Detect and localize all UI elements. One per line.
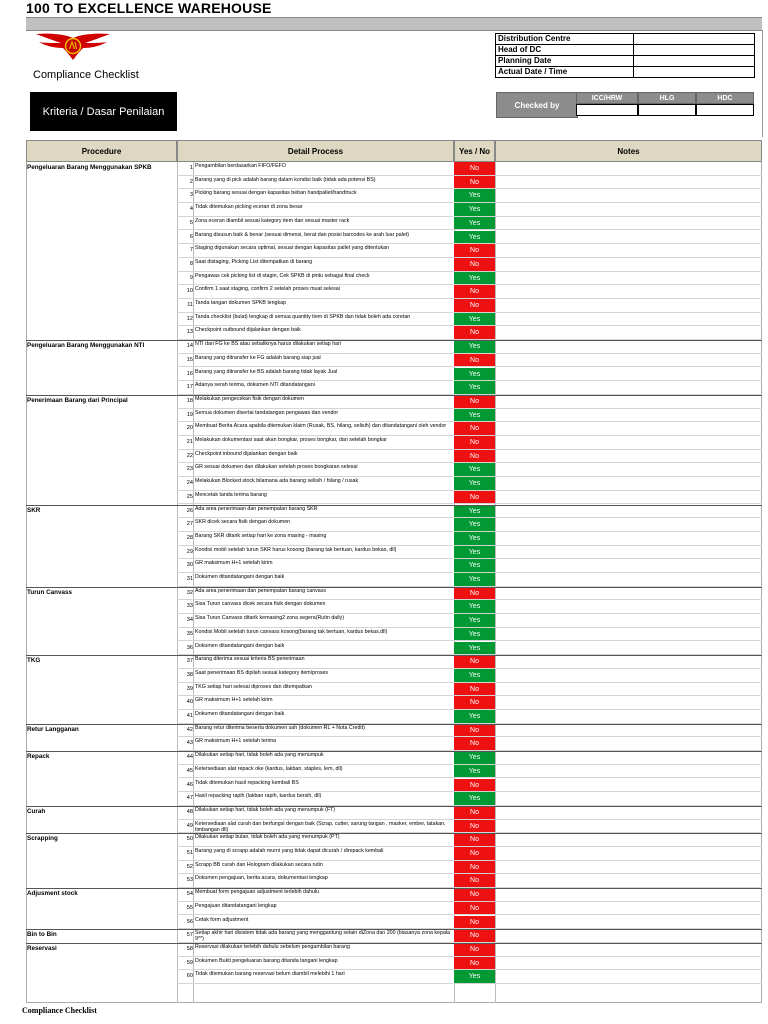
row-number: 35: [186, 630, 193, 637]
yes-no-cell[interactable]: Yes: [454, 272, 495, 285]
table-row: [177, 833, 762, 847]
table-row: [177, 463, 762, 477]
detail-process-text: Tanda checklist (bulat) lengkap di semua quantity item di SPKB dan tidak boleh ada coretan: [195, 313, 411, 320]
table-row: [177, 820, 762, 834]
table-row: [177, 368, 762, 382]
row-number: 4: [189, 206, 193, 213]
group-separator: [26, 943, 762, 944]
info-row: [496, 34, 755, 45]
row-number: 38: [186, 671, 193, 678]
detail-process-text: Barang yang di scrapp adalah murni yang tidak dapat dicurah / direpack kembali: [195, 848, 384, 854]
detail-process-text: Pengajuan ditandatangani lengkap: [195, 902, 277, 909]
detail-process-text: Ada area penerimaan dan penempatan barang canvass: [195, 587, 327, 594]
row-number: 7: [189, 247, 193, 254]
yes-no-cell[interactable]: No: [454, 806, 495, 819]
yes-no-cell[interactable]: No: [454, 285, 495, 298]
yes-no-cell[interactable]: Yes: [454, 792, 495, 805]
row-number: 23: [186, 466, 193, 473]
info-row: [496, 45, 755, 56]
row-number: 2: [189, 178, 193, 185]
yes-no-cell[interactable]: No: [454, 957, 495, 970]
yes-no-cell[interactable]: No: [454, 737, 495, 750]
yes-no-cell[interactable]: No: [454, 943, 495, 956]
group-separator: [26, 929, 762, 930]
table-row: [177, 409, 762, 423]
row-number: 43: [186, 740, 193, 747]
row-number: 10: [186, 288, 193, 295]
detail-process-text: GR maksimum H+1 setelah kirim: [195, 560, 273, 567]
row-number: 42: [186, 726, 193, 733]
row-number: 45: [186, 767, 193, 774]
row-number: 58: [186, 945, 193, 952]
row-number: 27: [186, 521, 193, 528]
table-row: [177, 696, 762, 710]
procedure-label: Reservasi: [27, 944, 57, 952]
detail-process-text: Pengawas cek picking list di stagin, Cek SPKB di pintu sebagai final check: [195, 272, 370, 279]
detail-process-text: Melakukan pengecekan fisik dengan dokumen: [195, 395, 304, 402]
table-row: [177, 231, 762, 245]
yes-no-cell[interactable]: Yes: [454, 231, 495, 244]
title-divider-bar: [26, 17, 762, 31]
detail-process-text: Tanda tangan dokumen SPKB lengkap: [195, 300, 286, 306]
detail-process-text: SKR dicek secara fisik dengan dokumen: [195, 519, 291, 526]
detail-process-text: Checkpoint outbound dijalankan dengan baik: [195, 327, 301, 334]
row-number: 44: [186, 754, 193, 761]
table-row: [177, 751, 762, 765]
table-row: [177, 587, 762, 601]
table-row: [177, 244, 762, 258]
detail-process-text: Barang SKR ditarik setiap hari ke zona masing - masing: [195, 532, 327, 539]
group-separator: [26, 806, 762, 807]
yes-no-cell[interactable]: No: [454, 683, 495, 696]
yes-no-cell[interactable]: No: [454, 902, 495, 915]
info-label: Head of DC: [496, 45, 634, 56]
row-number: 14: [186, 343, 193, 350]
row-number: 1: [189, 165, 193, 171]
group-separator: [26, 888, 762, 889]
table-row: [177, 340, 762, 354]
detail-process-text: Melakukan Blocked stock bilamana ada barang selisih / hilang / rusak: [195, 478, 359, 485]
column-header-yes-no: Yes / No: [454, 140, 495, 162]
table-row: [177, 765, 762, 779]
yes-no-cell[interactable]: No: [454, 929, 495, 942]
role-icc-hrw: ICC/HRW: [576, 92, 638, 104]
role-hdc: HDC: [696, 92, 754, 104]
yes-no-cell[interactable]: Yes: [454, 477, 495, 490]
procedure-label: Turun Canvass: [27, 588, 73, 596]
group-separator: [26, 751, 762, 752]
yes-no-cell[interactable]: No: [454, 299, 495, 312]
detail-process-text: Dilakukan setiap bulan, tidak boleh ada yang menumpuk (PT): [195, 834, 340, 841]
table-row: [177, 491, 762, 505]
detail-process-text: Saat distaging, Picking List ditempatkan di barang: [195, 258, 313, 265]
yes-no-cell[interactable]: No: [454, 724, 495, 737]
page-title: 100 TO EXCELLENCE WAREHOUSE: [26, 0, 272, 16]
yes-no-cell[interactable]: Yes: [454, 642, 495, 655]
row-number: 17: [186, 384, 193, 391]
table-row: [177, 600, 762, 614]
table-row: [177, 929, 762, 943]
yes-no-cell[interactable]: Yes: [454, 628, 495, 641]
table-row: [177, 176, 762, 190]
yes-no-cell[interactable]: No: [454, 422, 495, 435]
table-row: [177, 436, 762, 450]
group-separator: [26, 340, 762, 341]
table-row: [177, 299, 762, 313]
detail-process-text: Picking barang sesuai dengan kapasitas beban handpallet/handtruck: [195, 190, 357, 197]
table-row: [177, 847, 762, 861]
detail-process-text: NTI dari FG ke BS atau sebaliknya harus dilakukan setiap hari: [195, 341, 342, 348]
yes-no-cell[interactable]: No: [454, 491, 495, 504]
detail-process-text: Dokumen ditandatangani dengan baik: [195, 574, 285, 580]
row-number: 47: [186, 795, 193, 802]
row-number: 19: [186, 411, 193, 418]
detail-process-text: Checkpoint inbound dijalankan dengan baik: [195, 450, 298, 457]
yes-no-cell[interactable]: No: [454, 779, 495, 792]
row-number: 6: [189, 233, 193, 240]
checked-by-label: Checked by: [496, 92, 578, 118]
row-number: 18: [186, 397, 193, 404]
info-label: Distribution Centre: [496, 34, 634, 45]
yes-no-cell[interactable]: No: [454, 354, 495, 367]
yes-no-cell[interactable]: Yes: [454, 313, 495, 326]
info-value-field[interactable]: [634, 56, 755, 67]
yes-no-cell[interactable]: Yes: [454, 751, 495, 764]
row-number: 25: [186, 493, 193, 500]
table-row: [177, 779, 762, 793]
table-row: [177, 628, 762, 642]
table-row: [177, 655, 762, 669]
yes-no-cell[interactable]: No: [454, 820, 495, 833]
procedure-label: TKG: [27, 657, 41, 665]
table-row: [177, 272, 762, 286]
row-number: 51: [186, 850, 193, 856]
table-row: [177, 505, 762, 519]
table-row: [177, 874, 762, 888]
table-row: [177, 422, 762, 436]
detail-process-text: Barang diterima sesuai kriteria BS penerimaan: [195, 656, 305, 663]
table-row: [177, 203, 762, 217]
table-row: [177, 806, 762, 820]
yes-no-cell[interactable]: Yes: [454, 368, 495, 381]
detail-process-text: Kondisi Mobil setelah turun canvass kosong(barang tak bertuan, kardus bekas,dll): [195, 628, 388, 635]
row-number: 5: [189, 219, 193, 226]
table-row: [177, 943, 762, 957]
group-separator: [26, 655, 762, 656]
group-separator: [26, 587, 762, 588]
detail-process-text: Mencetak tanda terima barang: [195, 491, 267, 498]
row-number: 9: [189, 274, 193, 281]
table-row: [177, 669, 762, 683]
table-row: [177, 683, 762, 697]
table-row: [177, 861, 762, 875]
yes-no-cell[interactable]: No: [454, 176, 495, 189]
yes-no-cell[interactable]: Yes: [454, 381, 495, 394]
yes-no-cell[interactable]: No: [454, 833, 495, 846]
detail-process-text: Setiap akhir hari disistem tidak ada barang yang menggantung selain diZona dan 200 (biasanya zona kepala 9**): [195, 930, 451, 943]
yes-no-cell[interactable]: Yes: [454, 765, 495, 778]
detail-process-text: Tidak ditemukan picking eceran di zona besar: [195, 204, 303, 211]
group-separator: [26, 505, 762, 506]
row-number: 12: [186, 315, 193, 322]
yes-no-cell[interactable]: Yes: [454, 573, 495, 586]
yes-no-cell[interactable]: Yes: [454, 532, 495, 545]
table-row: [177, 573, 762, 587]
detail-process-text: Saat penerimaan BS dipilah sesuai kategory item/proses: [195, 669, 329, 676]
detail-process-text: Dilakukan setiap hari, tidak boleh ada yang menumpuk (FT): [195, 806, 336, 813]
row-number: 20: [186, 425, 193, 432]
role-hlg: HLG: [638, 92, 696, 104]
row-number: 36: [186, 644, 193, 651]
table-row: [177, 477, 762, 491]
criteria-label: Kriteria / Dasar Penilaian: [30, 92, 177, 131]
row-number: 54: [186, 891, 193, 898]
detail-process-text: Kondisi mobil setelah turun SKR harus kosong (barang tak bertuan, kardus bekas, dll): [195, 546, 397, 553]
signature-box-icc-hrw[interactable]: [576, 104, 638, 116]
detail-process-text: Barang yang ditransfer ke BS adalah barang tidak layak Jual: [195, 368, 338, 375]
detail-process-text: TKG setiap hari selesai diproses dan ditempatkan: [195, 683, 312, 690]
procedure-label: Penerimaan Barang dari Principal: [27, 396, 128, 404]
detail-process-text: Dokumen Bukti pengeluaran barang ditanda tangani lengkap: [195, 957, 338, 964]
yes-no-cell[interactable]: No: [454, 436, 495, 449]
detail-process-text: Ketersediaan alat curah dan berfungsi dengan baik (Scrap, cutter, sarung tangan , masker, ember, tatakan, timbangan dll): [195, 820, 446, 833]
table-row: [177, 970, 762, 984]
detail-process-text: GR maksimum H+1 setelah kirim: [195, 697, 273, 704]
detail-process-text: Adanya serah terima, dokumen NTI ditandatangani: [195, 382, 315, 389]
table-row: [177, 189, 762, 203]
procedure-label: SKR: [27, 506, 41, 514]
detail-process-text: Zona eceran diambil sesuai kategory item dan sesuai master rack: [195, 217, 350, 224]
detail-process-text: GR maksimum H+1 setelah terima: [195, 738, 277, 745]
table-row: [177, 326, 762, 340]
yes-no-cell[interactable]: Yes: [454, 559, 495, 572]
yes-no-cell[interactable]: No: [454, 450, 495, 463]
yes-no-cell[interactable]: No: [454, 874, 495, 887]
detail-process-text: Membuat Berita Acara apabila ditemukan klaim (Rusak, BS, hilang, selisih) dan ditandatangani oleh vendor: [195, 423, 447, 430]
table-row: [177, 642, 762, 656]
row-number: 13: [186, 329, 193, 336]
row-number: 28: [186, 534, 193, 541]
row-number: 34: [186, 617, 193, 624]
table-row: [177, 888, 762, 902]
row-number: 37: [186, 658, 193, 665]
yes-no-cell[interactable]: Yes: [454, 614, 495, 627]
yes-no-cell[interactable]: Yes: [454, 203, 495, 216]
yes-no-cell[interactable]: No: [454, 395, 495, 408]
detail-process-text: Barang yang ditransfer ke FG adalah barang siap jual: [195, 354, 321, 361]
table-row: [177, 916, 762, 930]
row-number: 3: [189, 192, 193, 199]
detail-process-text: Ketersediaan alat repack oke (kardus, lakban, staples, lem, dll): [195, 765, 343, 772]
yes-no-cell[interactable]: No: [454, 888, 495, 901]
row-number: 57: [186, 932, 193, 939]
detail-process-text: Melakukan dokumentasi saat akan bongkar, proses bongkar, dan setelah bongkar: [195, 437, 387, 443]
procedure-label: Repack: [27, 753, 50, 761]
table-row: [177, 902, 762, 916]
table-row: [177, 792, 762, 806]
yes-no-cell[interactable]: Yes: [454, 217, 495, 230]
table-row: [177, 450, 762, 464]
row-number: 32: [186, 589, 193, 596]
table-row: [177, 532, 762, 546]
procedure-label: Bin to Bin: [27, 931, 57, 939]
table-row: [177, 258, 762, 272]
table-row: [177, 381, 762, 395]
info-row: [496, 56, 755, 67]
info-value-field[interactable]: [634, 34, 755, 45]
row-number: 22: [186, 452, 193, 459]
yes-no-cell[interactable]: No: [454, 587, 495, 600]
yes-no-cell[interactable]: Yes: [454, 970, 495, 983]
yes-no-cell[interactable]: Yes: [454, 409, 495, 422]
detail-process-text: Dilakukan setiap hari, tidak boleh ada yang menumpuk: [195, 752, 324, 759]
row-number: 49: [186, 822, 193, 829]
detail-process-text: Hasil repacking rapih (lakban rapih, kardus bersih, dll): [195, 793, 322, 800]
info-value-field[interactable]: [634, 45, 755, 56]
group-separator: [26, 833, 762, 834]
yes-no-cell[interactable]: No: [454, 861, 495, 874]
row-number: 11: [187, 302, 193, 308]
column-header-procedure: Procedure: [26, 140, 177, 162]
signature-box-hdc[interactable]: [696, 104, 754, 116]
table-row: [177, 518, 762, 532]
detail-process-text: Cetak form adjustment: [195, 916, 249, 923]
procedure-label: Scrapping: [27, 835, 58, 843]
row-number: 26: [186, 507, 193, 514]
detail-process-text: Staging digunakan secara optimal, sesuai dengan kapasitas pallet yang ditentukan: [195, 245, 390, 252]
row-number: 53: [186, 877, 193, 884]
detail-process-text: Barang retur diterima beserta dokumen sah (dokumen RL + Nota Credit): [195, 724, 365, 731]
detail-process-text: Barang disusun baik & benar (sesuai dimensi, berat dan posisi barcodes ke arah luar palet): [195, 231, 410, 238]
footer-label: Compliance Checklist: [22, 1006, 97, 1015]
detail-process-text: Tidak ditemukan barang reservasi belum diambil melebihi 1 hari: [195, 971, 345, 978]
signature-box-hlg[interactable]: [638, 104, 696, 116]
procedure-label: Pengeluaran Barang Menggunakan SPKB: [27, 164, 152, 171]
detail-process-text: Dokumen ditandatangani dengan baik: [195, 711, 285, 717]
detail-process-text: Dokumen pengajuan, berita acara, dokumentasi lengkap: [195, 875, 328, 882]
yes-no-cell[interactable]: Yes: [454, 710, 495, 723]
yes-no-cell[interactable]: Yes: [454, 518, 495, 531]
yes-no-cell[interactable]: Yes: [454, 546, 495, 559]
group-separator: [26, 395, 762, 396]
row-number: 40: [186, 699, 193, 706]
detail-process-text: Scrapp BB curah dan Hologram dilakukan secara rutin: [195, 861, 323, 868]
checklist-title: Compliance Checklist: [33, 69, 139, 81]
table-row: [177, 724, 762, 738]
row-number: 30: [186, 562, 193, 569]
table-row: [177, 395, 762, 409]
row-number: 46: [186, 781, 193, 788]
detail-process-text: Dokumen ditandatangani dengan baik: [195, 642, 285, 649]
yes-no-cell[interactable]: Yes: [454, 340, 495, 353]
info-row: [496, 67, 755, 78]
yes-no-cell[interactable]: No: [454, 258, 495, 271]
table-row: [177, 546, 762, 560]
detail-process-text: Semua dokumen disertai tandatangan pengawas dan vendor: [195, 409, 339, 416]
yes-no-cell[interactable]: No: [454, 847, 495, 860]
procedure-label: Pengeluaran Barang Menggunakan NTI: [27, 342, 145, 350]
table-row: [177, 957, 762, 971]
detail-process-text: Confirm 1 saat staging, confirm 2 setelah proses muat selesai: [195, 286, 340, 293]
detail-process-text: Ada area penerimaan dan penempatan barang SKR: [195, 505, 318, 512]
row-number: 52: [186, 863, 193, 870]
row-number: 56: [186, 918, 193, 925]
info-value-field[interactable]: [634, 67, 755, 78]
yes-no-cell[interactable]: No: [454, 244, 495, 257]
info-label: Planning Date: [496, 56, 634, 67]
yes-no-cell[interactable]: No: [454, 326, 495, 339]
yes-no-cell[interactable]: No: [454, 162, 495, 175]
row-number: 33: [186, 603, 193, 610]
table-row: [177, 217, 762, 231]
row-number: 39: [186, 685, 193, 692]
row-number: 15: [186, 356, 193, 363]
row-number: 60: [186, 973, 193, 980]
yes-no-cell[interactable]: No: [454, 916, 495, 929]
row-number: 21: [186, 439, 193, 445]
winged-logo-icon: [34, 32, 112, 64]
column-header-detail-process: Detail Process: [177, 140, 454, 162]
yes-no-cell[interactable]: Yes: [454, 189, 495, 202]
table-row: [177, 737, 762, 751]
yes-no-cell[interactable]: No: [454, 696, 495, 709]
yes-no-cell[interactable]: No: [454, 655, 495, 668]
column-header-notes: Notes: [495, 140, 762, 162]
info-table: [495, 33, 755, 78]
group-separator: [26, 724, 762, 725]
row-number: 59: [186, 959, 193, 966]
detail-process-text: Membuat form pengajuan adjustment terlebih dahulu: [195, 889, 319, 896]
detail-process-text: Sisa Turun Canvass ditarik kemasing2 zona segera(Rutin daily): [195, 615, 344, 622]
yes-no-cell[interactable]: Yes: [454, 600, 495, 613]
detail-process-text: Pengambilan berdasarkan FIFO/FEFO: [195, 163, 286, 169]
detail-process-text: Sisa Turun canvass dicek secara fisik dengan dokumen: [195, 601, 326, 608]
yes-no-cell[interactable]: Yes: [454, 505, 495, 518]
row-number: 16: [186, 370, 193, 377]
detail-process-text: GR sesuai dokumen dan dilakukan setelah proses bongkaran selesai: [195, 464, 358, 471]
procedure-label: Adjusment stock: [27, 890, 78, 898]
row-number: 41: [186, 713, 193, 719]
detail-process-text: Tidak ditemukan hasil repacking kembali BS: [195, 779, 299, 786]
table-row: [177, 710, 762, 724]
procedure-label: Retur Langganan: [27, 725, 79, 733]
table-row: [177, 313, 762, 327]
row-number: 8: [189, 260, 193, 267]
detail-process-text: Barang yang di pick adalah barang dalam kondisi baik (tidak ada potensi BS): [195, 176, 376, 183]
row-number: 24: [186, 480, 193, 487]
yes-no-cell[interactable]: Yes: [454, 463, 495, 476]
row-number: 48: [186, 808, 193, 815]
procedure-label: Curah: [27, 807, 46, 815]
row-number: 31: [186, 576, 193, 582]
table-row: [177, 614, 762, 628]
table-row: [177, 354, 762, 368]
table-row: [177, 162, 762, 176]
table-row: [177, 559, 762, 573]
row-number: 50: [186, 836, 193, 843]
detail-process-text: Reservasi dilakukan terlebih dahulu sebelum pengambilan barang: [195, 943, 350, 950]
table-row: [177, 285, 762, 299]
yes-no-cell[interactable]: Yes: [454, 669, 495, 682]
row-number: 29: [186, 548, 193, 555]
info-label: Actual Date / Time: [496, 67, 634, 78]
row-number: 55: [186, 904, 193, 911]
